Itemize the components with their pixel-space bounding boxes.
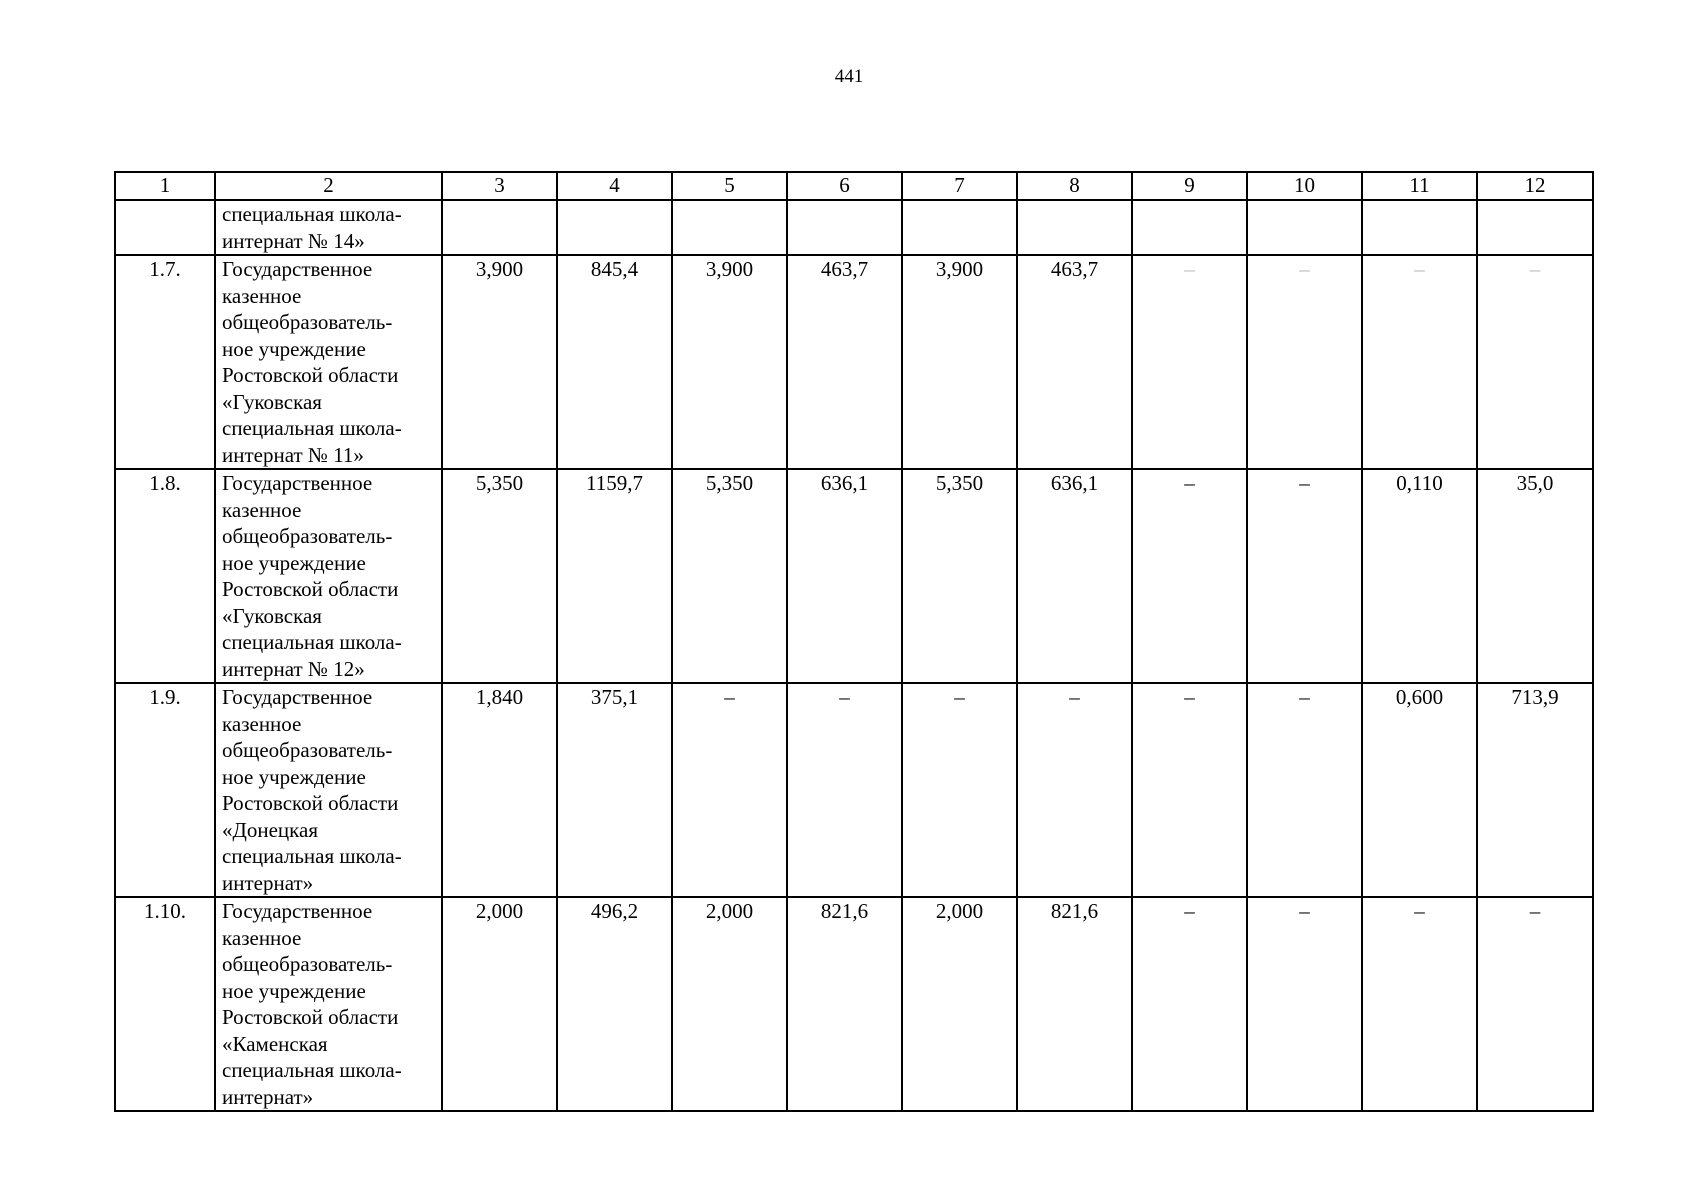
- value-cell: 821,6: [1017, 897, 1132, 1111]
- column-header: 3: [442, 172, 557, 200]
- value-cell: 2,000: [442, 897, 557, 1111]
- table-row: [115, 683, 1593, 897]
- value-cell: –: [1017, 683, 1132, 897]
- table-row: [115, 897, 1593, 1111]
- value-cell: 496,2: [557, 897, 672, 1111]
- value-cell: –: [1362, 255, 1477, 469]
- table-row: [115, 200, 1593, 255]
- value-cell: [557, 200, 672, 255]
- value-cell: [1132, 200, 1247, 255]
- column-header: 1: [115, 172, 215, 200]
- institution-name: Государственное казенное общеобразователь- ное учреждение Ростовской области «Каменская специальная школа- интернат»: [215, 897, 442, 1111]
- value-cell: 1,840: [442, 683, 557, 897]
- value-cell: 35,0: [1477, 469, 1593, 683]
- value-cell: –: [1477, 255, 1593, 469]
- value-cell: 463,7: [787, 255, 902, 469]
- value-cell: 3,900: [902, 255, 1017, 469]
- value-cell: 821,6: [787, 897, 902, 1111]
- value-cell: –: [1362, 897, 1477, 1111]
- value-cell: [1362, 200, 1477, 255]
- value-cell: –: [1247, 897, 1362, 1111]
- institution-name: Государственное казенное общеобразователь- ное учреждение Ростовской области «Донецкая специальная школа- интернат»: [215, 683, 442, 897]
- value-cell: –: [672, 683, 787, 897]
- value-cell: [902, 200, 1017, 255]
- value-cell: –: [787, 683, 902, 897]
- value-cell: 5,350: [902, 469, 1017, 683]
- value-cell: 3,900: [672, 255, 787, 469]
- value-cell: 5,350: [442, 469, 557, 683]
- value-cell: 845,4: [557, 255, 672, 469]
- column-header: 2: [215, 172, 442, 200]
- value-cell: [1477, 200, 1593, 255]
- value-cell: [1017, 200, 1132, 255]
- column-header: 11: [1362, 172, 1477, 200]
- institution-name: Государственное казенное общеобразователь- ное учреждение Ростовской области «Гуковская специальная школа- интернат № 11»: [215, 255, 442, 469]
- value-cell: 5,350: [672, 469, 787, 683]
- page-number: 441: [834, 66, 864, 87]
- value-cell: 713,9: [1477, 683, 1593, 897]
- table-body: [115, 200, 1593, 1111]
- value-cell: –: [1132, 683, 1247, 897]
- row-number: 1.9.: [115, 683, 215, 897]
- data-table: [114, 171, 1594, 1112]
- value-cell: –: [902, 683, 1017, 897]
- value-cell: 2,000: [902, 897, 1017, 1111]
- column-header: 12: [1477, 172, 1593, 200]
- institution-name: специальная школа- интернат № 14»: [215, 200, 442, 255]
- row-number: 1.7.: [115, 255, 215, 469]
- value-cell: –: [1247, 683, 1362, 897]
- value-cell: [787, 200, 902, 255]
- value-cell: –: [1477, 897, 1593, 1111]
- value-cell: [442, 200, 557, 255]
- value-cell: 1159,7: [557, 469, 672, 683]
- column-header-row: [115, 172, 1593, 200]
- value-cell: 3,900: [442, 255, 557, 469]
- value-cell: 636,1: [787, 469, 902, 683]
- column-header: 7: [902, 172, 1017, 200]
- value-cell: –: [1247, 255, 1362, 469]
- value-cell: –: [1247, 469, 1362, 683]
- column-header: 5: [672, 172, 787, 200]
- value-cell: [1247, 200, 1362, 255]
- value-cell: –: [1132, 469, 1247, 683]
- value-cell: [672, 200, 787, 255]
- column-header: 10: [1247, 172, 1362, 200]
- value-cell: 636,1: [1017, 469, 1132, 683]
- value-cell: 463,7: [1017, 255, 1132, 469]
- column-header: 6: [787, 172, 902, 200]
- value-cell: 375,1: [557, 683, 672, 897]
- value-cell: –: [1132, 897, 1247, 1111]
- value-cell: –: [1132, 255, 1247, 469]
- value-cell: 0,600: [1362, 683, 1477, 897]
- value-cell: 0,110: [1362, 469, 1477, 683]
- row-number: 1.8.: [115, 469, 215, 683]
- institution-name: Государственное казенное общеобразователь- ное учреждение Ростовской области «Гуковская специальная школа- интернат № 12»: [215, 469, 442, 683]
- column-header: 8: [1017, 172, 1132, 200]
- table-row: [115, 469, 1593, 683]
- row-number: [115, 200, 215, 255]
- row-number: 1.10.: [115, 897, 215, 1111]
- column-header: 4: [557, 172, 672, 200]
- table-row: [115, 255, 1593, 469]
- value-cell: 2,000: [672, 897, 787, 1111]
- column-header: 9: [1132, 172, 1247, 200]
